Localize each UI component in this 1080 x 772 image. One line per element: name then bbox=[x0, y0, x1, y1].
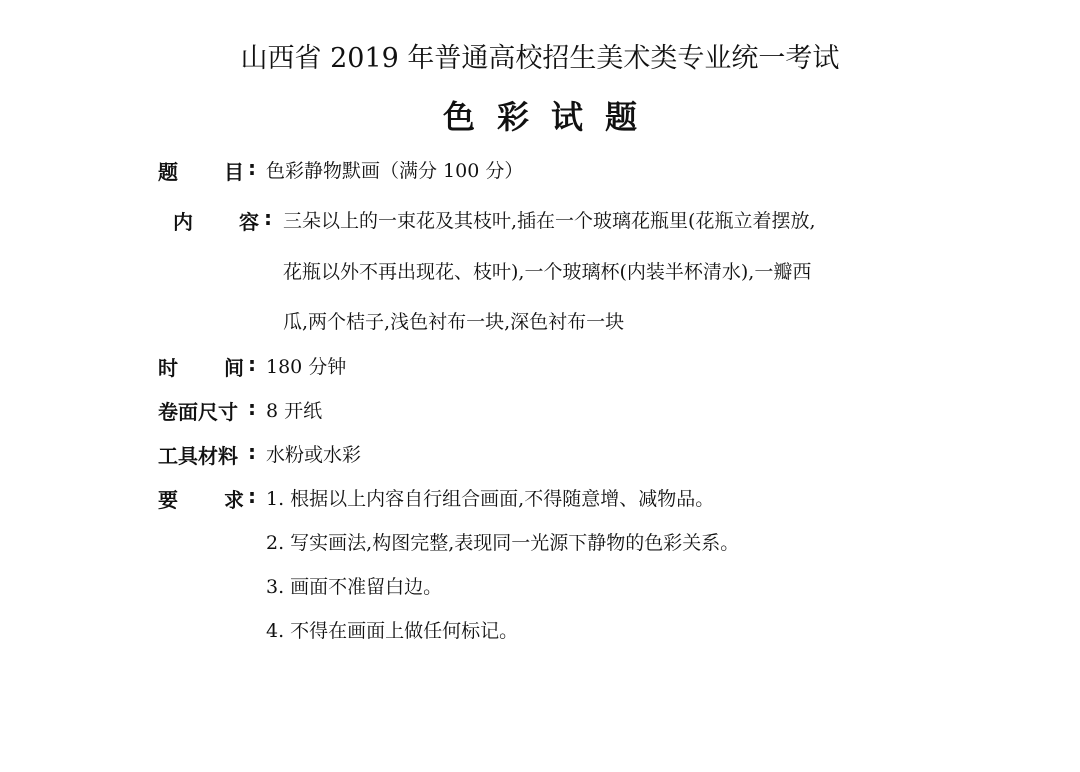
tools-label: 工具材料 bbox=[158, 444, 238, 468]
requirement-item-4: 4. 不得在画面上做任何标记。 bbox=[266, 620, 519, 642]
time-colon: : bbox=[248, 352, 256, 376]
requirement-item-2: 2. 写实画法,构图完整,表现同一光源下静物的色彩关系。 bbox=[266, 532, 740, 554]
requirements-label bbox=[158, 484, 244, 513]
content-line-2: 花瓶以外不再出现花、枝叶),一个玻璃杯(内装半杯清水),一瓣西 bbox=[283, 261, 812, 283]
content-line-3: 瓜,两个桔子,浅色衬布一块,深色衬布一块 bbox=[283, 311, 625, 333]
topic-colon: : bbox=[248, 156, 256, 180]
topic-label bbox=[158, 156, 244, 185]
paper-size-colon: : bbox=[248, 396, 256, 420]
requirements-label-char-2: 求 bbox=[224, 488, 244, 512]
time-label bbox=[158, 352, 244, 381]
content-colon: : bbox=[264, 206, 272, 230]
requirements-colon: : bbox=[248, 484, 256, 508]
topic-value: 色彩静物默画（满分 100 分） bbox=[266, 160, 524, 182]
content-label bbox=[173, 206, 259, 235]
exam-title: 山西省 2019 年普通高校招生美术类专业统一考试 bbox=[240, 43, 840, 74]
time-label-char-2: 间 bbox=[224, 356, 244, 380]
content-label-char-1: 内 bbox=[173, 210, 193, 234]
content-line-1: 三朵以上的一束花及其枝叶,插在一个玻璃花瓶里(花瓶立着摆放, bbox=[283, 210, 816, 232]
tools-value: 水粉或水彩 bbox=[266, 444, 362, 466]
requirements-label-char-1: 要 bbox=[158, 488, 178, 512]
paper-size-label: 卷面尺寸 bbox=[158, 400, 238, 424]
topic-label-char-1: 题 bbox=[158, 160, 178, 184]
time-value: 180 分钟 bbox=[266, 356, 347, 378]
requirement-item-3: 3. 画面不准留白边。 bbox=[266, 576, 443, 598]
time-label-char-1: 时 bbox=[158, 356, 178, 380]
exam-subject-heading: 色彩试题 bbox=[442, 98, 659, 136]
topic-label-char-2: 目 bbox=[224, 160, 244, 184]
requirement-item-1: 1. 根据以上内容自行组合画面,不得随意增、减物品。 bbox=[266, 488, 715, 510]
paper-size-value: 8 开纸 bbox=[266, 400, 323, 422]
content-label-char-2: 容 bbox=[239, 210, 259, 234]
tools-colon: : bbox=[248, 440, 256, 464]
